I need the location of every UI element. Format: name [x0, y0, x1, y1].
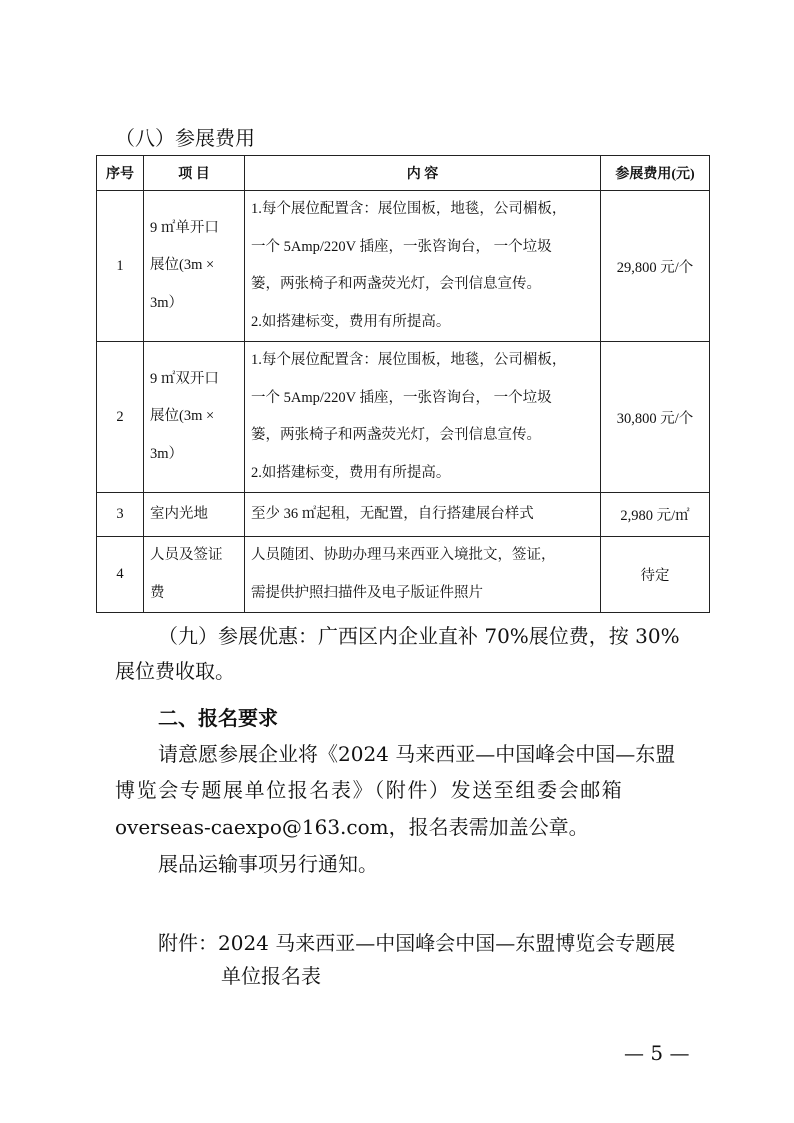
row-content [245, 493, 601, 537]
row-item [144, 191, 245, 342]
row-content [245, 191, 601, 342]
item-line: 人员及签证 [150, 547, 223, 563]
item-line: 展位(3m × [150, 257, 215, 274]
content-line: 篓，两张椅子和两盏荧光灯，会刊信息宣传。 [251, 276, 541, 292]
item-line: 室内光地 [150, 505, 208, 522]
header-no: 序号 [97, 156, 144, 191]
section-2-line: 博览会专题展单位报名表》（附件）发送至组委会邮箱 [115, 778, 624, 802]
table-row [97, 191, 710, 342]
row-fee: 29,800 元/个 [601, 191, 710, 342]
row-content [245, 537, 601, 613]
content-line: 2.如搭建标变，费用有所提高。 [251, 313, 451, 330]
content-line: 篓，两张椅子和两盏荧光灯，会刊信息宣传。 [251, 427, 541, 443]
content-line: 人员随团、协助办理马来西亚入境批文，签证， [251, 547, 556, 563]
table-row [97, 537, 710, 613]
row-fee: 2,980 元/㎡ [601, 493, 710, 537]
header-content: 内 容 [245, 156, 601, 191]
table-header-row [97, 156, 710, 191]
section-2-line: 展品运输事项另行通知。 [158, 852, 378, 876]
content-line: 1.每个展位配置含：展位围板，地毯，公司楣板， [251, 201, 567, 217]
row-content [245, 342, 601, 493]
row-no: 2 [97, 342, 144, 493]
table-row [97, 342, 710, 493]
content-line: 2.如搭建标变，费用有所提高。 [251, 464, 451, 481]
item-line: 费 [150, 584, 165, 601]
item-line: 3m） [150, 445, 184, 462]
content-line: 需提供护照扫描件及电子版证件照片 [251, 584, 483, 601]
attachment-line: 单位报名表 [221, 964, 321, 988]
content-line: 一个 5Amp/220V 插座，一张咨询台， 一个垃圾 [251, 389, 552, 406]
content-line: 1.每个展位配置含：展位围板，地毯，公司楣板， [251, 352, 567, 368]
row-no: 3 [97, 493, 144, 537]
content-line: 至少 36 ㎡起租，无配置，自行搭建展台样式 [251, 505, 534, 522]
section-9-line: （九）参展优惠：广西区内企业直补 70%展位费，按 30% [158, 624, 680, 648]
fee-table [96, 155, 710, 613]
item-line: 9 ㎡单开口 [150, 219, 219, 236]
attachment-line: 附件：2024 马来西亚—中国峰会中国—东盟博览会专题展 [158, 931, 676, 955]
section-2-line: 请意愿参展企业将《2024 马来西亚—中国峰会中国—东盟 [158, 742, 676, 766]
content-line: 一个 5Amp/220V 插座，一张咨询台， 一个垃圾 [251, 238, 552, 255]
section-8-title: （八）参展费用 [115, 126, 255, 150]
table-row [97, 493, 710, 537]
page-number: — 5 — [624, 1041, 690, 1065]
row-item [144, 342, 245, 493]
row-no: 4 [97, 537, 144, 613]
row-fee: 待定 [601, 537, 710, 613]
row-no: 1 [97, 191, 144, 342]
row-item [144, 537, 245, 613]
row-item [144, 493, 245, 537]
header-item: 项 目 [144, 156, 245, 191]
section-9-line: 展位费收取。 [115, 659, 235, 683]
header-fee: 参展费用(元) [601, 156, 710, 191]
row-fee: 30,800 元/个 [601, 342, 710, 493]
item-line: 3m） [150, 294, 184, 311]
item-line: 9 ㎡双开口 [150, 370, 219, 387]
item-line: 展位(3m × [150, 408, 215, 425]
section-2-line: overseas-caexpo@163.com，报名表需加盖公章。 [115, 815, 589, 839]
section-2-title: 二、报名要求 [158, 706, 278, 730]
